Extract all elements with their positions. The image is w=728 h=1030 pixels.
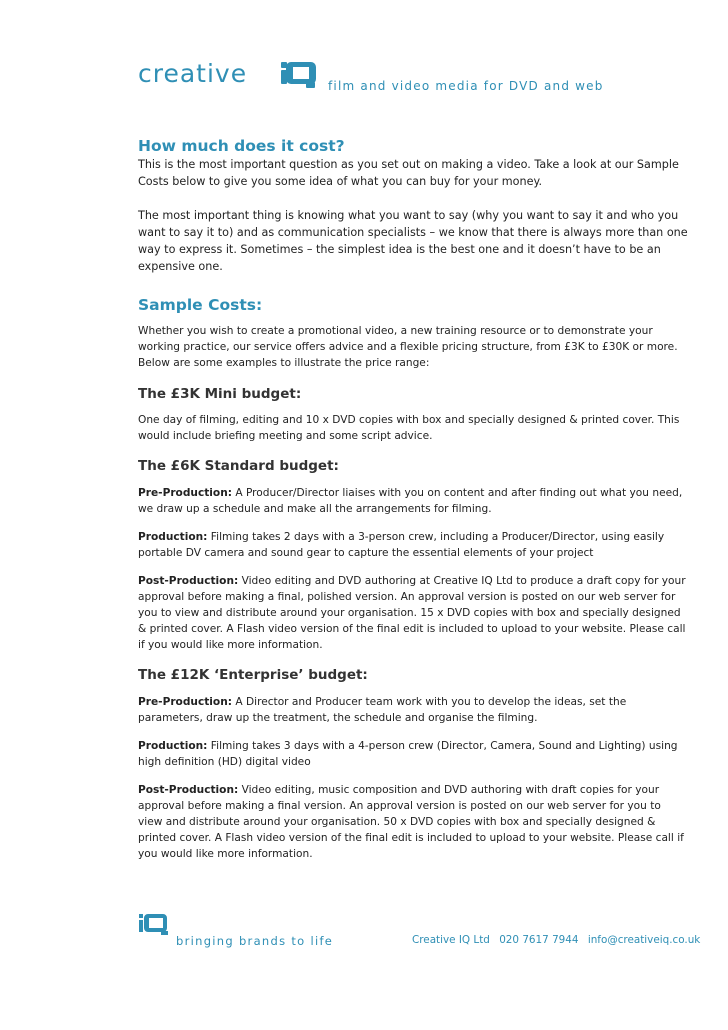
main-content (138, 136, 688, 862)
standard-production (138, 529, 688, 561)
creative-iq-logo (138, 58, 318, 92)
sample-costs-title: Sample Costs: (138, 296, 263, 314)
enterprise-pre-label: Pre-Production: (138, 696, 232, 708)
enterprise-pre-text: A Director and Producer team work with you to develop the ideas, set the parameters, draw up the treatment, the schedule and organise the filming. (138, 696, 627, 724)
enterprise-post-text: Video editing, music composition and DVD authoring with draft copies for your approval before making a final version. An approval version is posted on our web server for you to view and distribute around your organisation. 50 x DVD copies with box and specially designed & printed cover. A Flash video version of the final edit is included to upload to your website. Please call if you would like more information. (138, 784, 684, 860)
standard-prod-text: Filming takes 2 days with a 3-person crew, including a Producer/Director, using easily portable DV camera and sound gear to capture the essential elements of your project (138, 531, 665, 559)
standard-pre-text: A Producer/Director liaises with you on content and after finding out what you need, we draw up a schedule and make all the arrangements for filming. (138, 487, 683, 515)
standard-post-production (138, 573, 688, 653)
mini-budget-paragraph: One day of filming, editing and 10 x DVD copies with box and specially designed & printed cover. This would include briefing meeting and some script advice. (138, 414, 680, 442)
enterprise-production (138, 738, 688, 770)
standard-pre-label: Pre-Production: (138, 487, 232, 499)
intro-paragraph-2: The most important thing is knowing what you want to say (why you want to say it and who you want to say it to) and as communication specialists – we know that there is always more than one way to express it. Sometimes – the simplest idea is the best one and it doesn’t have to be an expensive one. (138, 209, 688, 273)
standard-post-label: Post-Production: (138, 575, 239, 587)
footer-contact (412, 934, 706, 946)
footer-slogan: bringing brands to life (176, 934, 334, 948)
footer-phone: 020 7617 7944 (499, 934, 579, 946)
enterprise-pre-production (138, 694, 688, 726)
footer-email[interactable]: info@creativeiq.co.uk (587, 934, 701, 946)
enterprise-post-production (138, 782, 688, 862)
footer-company: Creative IQ Ltd (412, 934, 490, 946)
enterprise-budget-title: The £12K ‘Enterprise’ budget: (138, 667, 368, 683)
enterprise-post-label: Post-Production: (138, 784, 239, 796)
enterprise-prod-text: Filming takes 3 days with a 4-person crew (Director, Camera, Sound and Lighting) using high definition (HD) digital video (138, 740, 678, 768)
standard-budget-title: The £6K Standard budget: (138, 458, 339, 474)
standard-pre-production (138, 485, 688, 517)
svg-text:creative: creative (138, 59, 248, 88)
intro-title: How much does it cost? (138, 137, 345, 155)
mini-budget-title: The £3K Mini budget: (138, 386, 302, 402)
intro-paragraph-1: This is the most important question as you set out on making a video. Take a look at our Sample Costs below to give you some idea of what you can buy for your money. (138, 158, 679, 188)
enterprise-prod-label: Production: (138, 740, 208, 752)
standard-post-text: Video editing and DVD authoring at Creative IQ Ltd to produce a draft copy for your approval before making a final, polished version. An approval version is posted on our web server for you to view and distribute around your organisation. 15 x DVD copies with box and specially designed & printed cover. A Flash video version of the final edit is included to upload to your website. Please call if you would like more information. (138, 575, 686, 651)
header-tagline: film and video media for DVD and web (328, 79, 604, 93)
sample-costs-paragraph: Whether you wish to create a promotional video, a new training resource or to demonstrate your working practice, our service offers advice and a flexible pricing structure, from £3K to £30K or more. Below are some examples to illustrate the price range: (138, 325, 678, 369)
standard-prod-label: Production: (138, 531, 208, 543)
iq-footer-logo-icon (139, 912, 171, 944)
